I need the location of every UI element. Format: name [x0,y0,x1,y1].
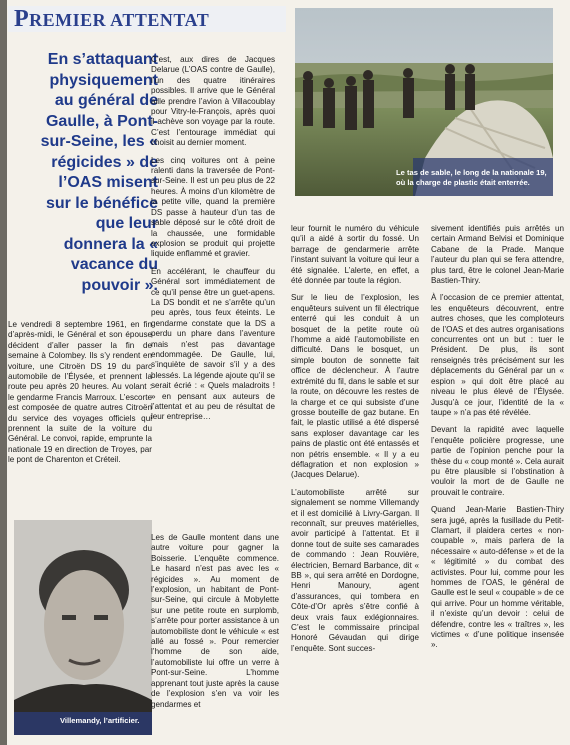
text-column-2-continued [151,533,279,717]
text-column-1 [8,320,152,473]
text-column-4 [431,224,564,658]
photo-caption-bottom: Villemandy, l’artificier. [60,716,140,725]
paragraph: Le vendredi 8 septembre 1961, en fin d’après-midi, le Général et son épouse décident d’aller passer la fin de semaine à Colombey. Ils s’y rendent en voiture, une Citroën DS 19 du parc automobile de l’Élysée, et prennent la route peu après 20 heures. Au volant : le gendarme Francis Marroux. L’escorte est composée de quatre autres Citroën du service des voyages officiels qui prennent la suite de la voiture du Général. Le convoi, rapide, emprunte la nationale 19 en direction de Troyes, par le pont de Charenton et Créteil. [8,320,152,465]
paragraph: leur fournit le numéro du véhicule qu’il a aidé à sortir du fossé. Un barrage de gendarmerie arrête l’instant suivant la voiture qui leur a été signalée. L’alerte, en effet, a été donnée par toute la région. [291,224,419,286]
paragraph: Sur le lieu de l’explosion, les enquêteurs suivent un fil électrique enterré qui les conduit à un bosquet de la petite route où l’homme a aidé l’automobiliste en difficulté. Dans le bosquet, un simple bouton de sonnette fait office de déclencheur. À l’autre extrémité du fil, dans le sable et sur la route, on découvre les restes de la charge et ce qui subsiste d’une grosse bouteille de gaz butane. En fait, le plastic utilisé a été dispersé sans exploser davantage car les pains de plastic ont été entassés et non pétris ensemble. « Il y a eu déflagration et non explosion » (Jacques Delarue). [291,293,419,480]
paragraph: En accélérant, le chauffeur du Général sort immédiatement de ce qu’il pense être un guet-apens. La DS bondit et ne s’arrête qu’un peu après, tous feux éteints. Le gendarme constate que la DS a perdu un phare dans l’aventure mais n’est pas davantage endommagée. De Gaulle, lui, s’inquiète de savoir s’il y a des blessés. La légende ajoute qu’il se serait écrié : « Quels maladroits ! » en pensant aux auteurs de l’attentat et au peu de résultat de leur entreprise… [151,266,275,422]
page-edge [0,0,7,745]
text-column-3 [291,224,419,661]
photo-caption-top: Le tas de sable, le long de la nationale 19, où la charge de plastic était enterrée. [396,168,547,187]
paragraph: À l’occasion de ce premier attentat, les enquêteurs découvrent, entre autres choses, que les comploteurs de l’OAS et des autres organisations concurrentes ont un but : tuer le Président. De plus, ils sont renseignés très précisément sur les déplacements du Général par un « espion » qui doit être placé au niveau le plus élevé de l’Élysée. Jusqu’à ce jour, l’identité de la « taupe » n’a pas été révélée. [431,293,564,417]
paragraph: Les de Gaulle montent dans une autre voiture pour gagner la Boisserie. L’enquête commence. Le hasard n’est pas avec les « régicides ». Au moment de l’explosion, un habitant de Pont-sur-Seine, qui circule à Mobylette sur une petite route en surplomb, s’arrête pour porter assistance à un automobiliste dont le véhicule « est allé au fossé ». Pour remercier l’homme de son aide, l’automobiliste lui offre un verre à Pont-sur-Seine. L’homme apprenant tout juste après la cause de l’explosion s’en va voir les gendarmes et [151,533,279,709]
paragraph: Les cinq voitures ont à peine ralenti dans la traversée de Pont-sur-Seine. Il est un peu plus de 22 heures. À moins d’un kilomètre de la petite ville, quand la première DS passe à hauteur d’un tas de sable déposé sur le côté droit de la chaussée, une formidable explosion se produit qui projette liquide enflammé et gravier. [151,155,275,259]
paragraph: Devant la rapidité avec laquelle l’enquête policière progresse, une partie de l’opinion penche pour la thèse du « coup monté ». Cela aurait pu être plausible si l’obstination à vouloir la mort de de Gaulle ne prouvait le contraire. [431,425,564,497]
paragraph: Quand Jean-Marie Bastien-Thiry sera jugé, après la fusillade du Petit-Clamart, il plaidera certes « non-coupable », mais parlera de la nécessaire « auto-défense » et de la « légitimité » du combat des activistes. Pour lui, comme pour les hommes de l’OAS, le général de Gaulle est le seul « coupable » de ce qui arrive. Pour un homme véritable, il n’existe qu’un devoir : celui de défendre, contre les « traîtres », les victimes « d’une politique insensée ». [431,505,564,650]
lead-paragraph: En s’attaquant physiquement au général de Gaulle, à Pont-sur-Seine, les « régicides » de l’OAS misent sur le bénéfice que leur donnera la « vacance du pouvoir ». [40,51,158,294]
page-title: PREMIER ATTENTAT [14,6,210,32]
text-column-2 [151,55,275,430]
paragraph: L’automobiliste arrêté sur signalement se nomme Villemandy et il est domicilié à Livry-Gargan. Il reconnaît, sur preuves matérielles, avoir participé à l’attentat. Et il donne tout de suite ses camarades de commando : Jean Rouvière, électricien, Bernard Barbance, dit « BB », qui sera arrêté en Dordogne, Henri Manoury, agent d’assurances, qui tombera en Côte-d’Or après s’être confié à deux vrais faux exlégionnaires. C’est le commissaire principal Honoré Gévaudan qui dirige l’enquête. Sont succes- [291,487,419,653]
paragraph: C’est, aux dires de Jacques Delarue (L’OAS contre de Gaulle), l’un des quatre itinéraires possibles. Il arrive que le Général aille prendre l’avion à Villacoublay pour Vitry-le-François, après quoi il achève son voyage par la route. C’est l’entourage immédiat qui choisit au dernier moment. [151,55,275,148]
paragraph: sivement identifiés puis arrêtés un certain Armand Belvisi et Dominique Cabane de la Prade. Manque l’auteur du plan qui se fera attendre, plus tard, être le colonel Jean-Marie Bastien-Thiry. [431,224,564,286]
section-header [8,6,286,32]
portrait-photo [14,520,152,735]
